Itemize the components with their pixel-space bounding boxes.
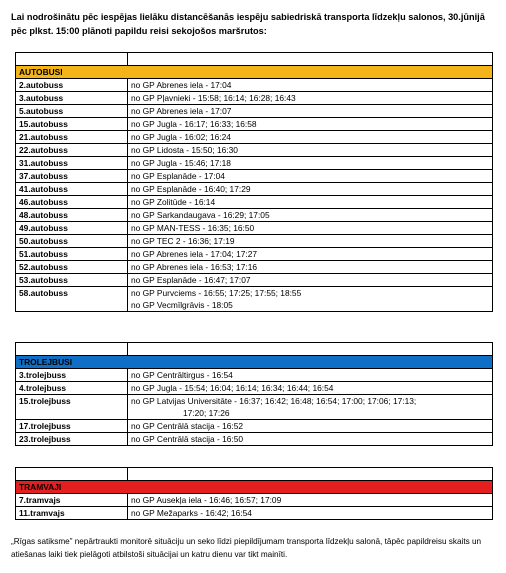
- route-name: 5.autobuss: [16, 105, 128, 118]
- route-name: 23.trolejbuss: [16, 433, 128, 446]
- departure-times: [128, 170, 493, 183]
- departure-times: [128, 79, 493, 92]
- footer-note: „Rīgas satiksme” nepārtraukti monitorē situāciju un seko līdzi piepildījumam transporta līdzekļu salonā, tāpēc papildreisu skaits un atiešanas laiki tiek pielāgoti atbilstoši situācijai un katru dienu var tikt mainīti.: [11, 537, 482, 559]
- route-name: 3.trolejbuss: [16, 369, 128, 382]
- departure-times: [128, 261, 493, 274]
- departure-line: no GP Zolitūde - 16:14: [131, 197, 216, 207]
- section-spacer-row: [16, 343, 493, 356]
- route-name: 21.autobuss: [16, 131, 128, 144]
- departure-line: no GP Ausekļa iela - 16:46; 16:57; 17:09: [131, 495, 282, 505]
- departure-times: [128, 196, 493, 209]
- table-row: [16, 157, 493, 170]
- route-name: 17.trolejbuss: [16, 420, 128, 433]
- departure-times: [128, 105, 493, 118]
- departure-line: no GP Lidosta - 15:50; 16:30: [131, 145, 238, 155]
- departure-times: [128, 248, 493, 261]
- departure-line: 17:20; 17:26: [183, 408, 230, 418]
- table-row: [16, 248, 493, 261]
- departure-times: [128, 92, 493, 105]
- route-name: 53.autobuss: [16, 274, 128, 287]
- table-row: [16, 261, 493, 274]
- departure-times: [128, 144, 493, 157]
- table-row: [16, 420, 493, 433]
- route-name: 11.tramvajs: [16, 507, 128, 520]
- departure-line: no GP Pļavnieki - 15:58; 16:14; 16:28; 16:43: [131, 93, 296, 103]
- route-name: 52.autobuss: [16, 261, 128, 274]
- table-row: [16, 131, 493, 144]
- departure-line: no GP Mežaparks - 16:42; 16:54: [131, 508, 252, 518]
- table-row: [16, 494, 493, 507]
- table-row: [16, 118, 493, 131]
- table-row: [16, 433, 493, 446]
- route-name: 37.autobuss: [16, 170, 128, 183]
- departure-line: no GP MAN-TESS - 16:35; 16:50: [131, 223, 255, 233]
- section-header-row: [16, 481, 493, 494]
- route-name: 4.trolejbuss: [16, 382, 128, 395]
- table-row: [16, 287, 493, 312]
- route-name: 46.autobuss: [16, 196, 128, 209]
- table-row: [16, 235, 493, 248]
- bus-table: [15, 52, 493, 312]
- section-header-row: [16, 66, 493, 79]
- departure-line: no GP Esplanāde - 16:40; 17:29: [131, 184, 251, 194]
- departure-line: no GP Jugla - 15:46; 17:18: [131, 158, 231, 168]
- departure-times: [128, 433, 493, 446]
- departure-times: [128, 287, 493, 312]
- departure-times: [128, 420, 493, 433]
- intro-text: Lai nodrošinātu pēc iespējas lielāku distancēšanās iespēju sabiedriskā transporta līdzekļu salonos, 30.jūnijā pēc plkst. 15:00 plānoti papildu reisi sekojošos maršrutos:: [11, 12, 485, 36]
- departure-line: no GP Jugla - 15:54; 16:04; 16:14; 16:34; 16:44; 16:54: [131, 383, 334, 393]
- departure-times: [128, 209, 493, 222]
- section-header: TRAMVAJI: [16, 481, 493, 494]
- departure-line: no GP Centrālā stacija - 16:50: [131, 434, 244, 444]
- departure-times: [128, 131, 493, 144]
- departure-times: [128, 395, 493, 420]
- table-row: [16, 507, 493, 520]
- departure-line: no GP Esplanāde - 16:47; 17:07: [131, 275, 251, 285]
- departure-times: [128, 157, 493, 170]
- departure-line: no GP Abrenes iela - 17:07: [131, 106, 232, 116]
- route-name: 50.autobuss: [16, 235, 128, 248]
- route-name: 15.autobuss: [16, 118, 128, 131]
- departure-times: [128, 222, 493, 235]
- route-name: 22.autobuss: [16, 144, 128, 157]
- table-row: [16, 79, 493, 92]
- section-spacer-row: [16, 468, 493, 481]
- departure-line: no GP Centrāltirgus - 16:54: [131, 370, 233, 380]
- table-row: [16, 92, 493, 105]
- table-row: [16, 196, 493, 209]
- route-name: 51.autobuss: [16, 248, 128, 261]
- departure-times: [128, 382, 493, 395]
- route-name: 58.autobuss: [16, 287, 128, 312]
- departure-line: no GP Abrenes iela - 17:04: [131, 80, 232, 90]
- departure-line: no GP Centrālā stacija - 16:52: [131, 421, 244, 431]
- departure-times: [128, 274, 493, 287]
- route-name: 3.autobuss: [16, 92, 128, 105]
- table-row: [16, 369, 493, 382]
- section-header: AUTOBUSI: [16, 66, 493, 79]
- departure-line: no GP Abrenes iela - 16:53; 17:16: [131, 262, 258, 272]
- route-name: 31.autobuss: [16, 157, 128, 170]
- departure-times: [128, 183, 493, 196]
- route-name: 41.autobuss: [16, 183, 128, 196]
- tram-table: [15, 467, 493, 520]
- departure-line: no GP Abrenes iela - 17:04; 17:27: [131, 249, 258, 259]
- section-spacer-row: [16, 53, 493, 66]
- table-row: [16, 222, 493, 235]
- departure-line: no GP Sarkandaugava - 16:29; 17:05: [131, 210, 270, 220]
- table-row: [16, 183, 493, 196]
- departure-times: [128, 235, 493, 248]
- departure-line: no GP Latvijas Universitāte - 16:37; 16:42; 16:48; 16:54; 17:00; 17:06; 17:13;: [131, 396, 417, 406]
- table-row: [16, 395, 493, 420]
- table-row: [16, 382, 493, 395]
- route-name: 15.trolejbuss: [16, 395, 128, 420]
- departure-line: no GP Vecmīlgrāvis - 18:05: [131, 300, 233, 310]
- table-row: [16, 170, 493, 183]
- departure-line: no GP Jugla - 16:17; 16:33; 16:58: [131, 119, 257, 129]
- departure-line: no GP Purvciems - 16:55; 17:25; 17:55; 18:55: [131, 288, 302, 298]
- route-name: 7.tramvajs: [16, 494, 128, 507]
- trolleybus-table: [15, 342, 493, 446]
- table-row: [16, 144, 493, 157]
- departure-times: [128, 507, 493, 520]
- route-name: 49.autobuss: [16, 222, 128, 235]
- section-header-row: [16, 356, 493, 369]
- table-row: [16, 274, 493, 287]
- route-name: 2.autobuss: [16, 79, 128, 92]
- departure-times: [128, 369, 493, 382]
- departure-times: [128, 494, 493, 507]
- table-row: [16, 105, 493, 118]
- departure-line: no GP Jugla - 16:02; 16:24: [131, 132, 231, 142]
- section-header: TROLEJBUSI: [16, 356, 493, 369]
- table-row: [16, 209, 493, 222]
- departure-line: no GP TEC 2 - 16:36; 17:19: [131, 236, 235, 246]
- departure-times: [128, 118, 493, 131]
- departure-line: no GP Esplanāde - 17:04: [131, 171, 225, 181]
- route-name: 48.autobuss: [16, 209, 128, 222]
